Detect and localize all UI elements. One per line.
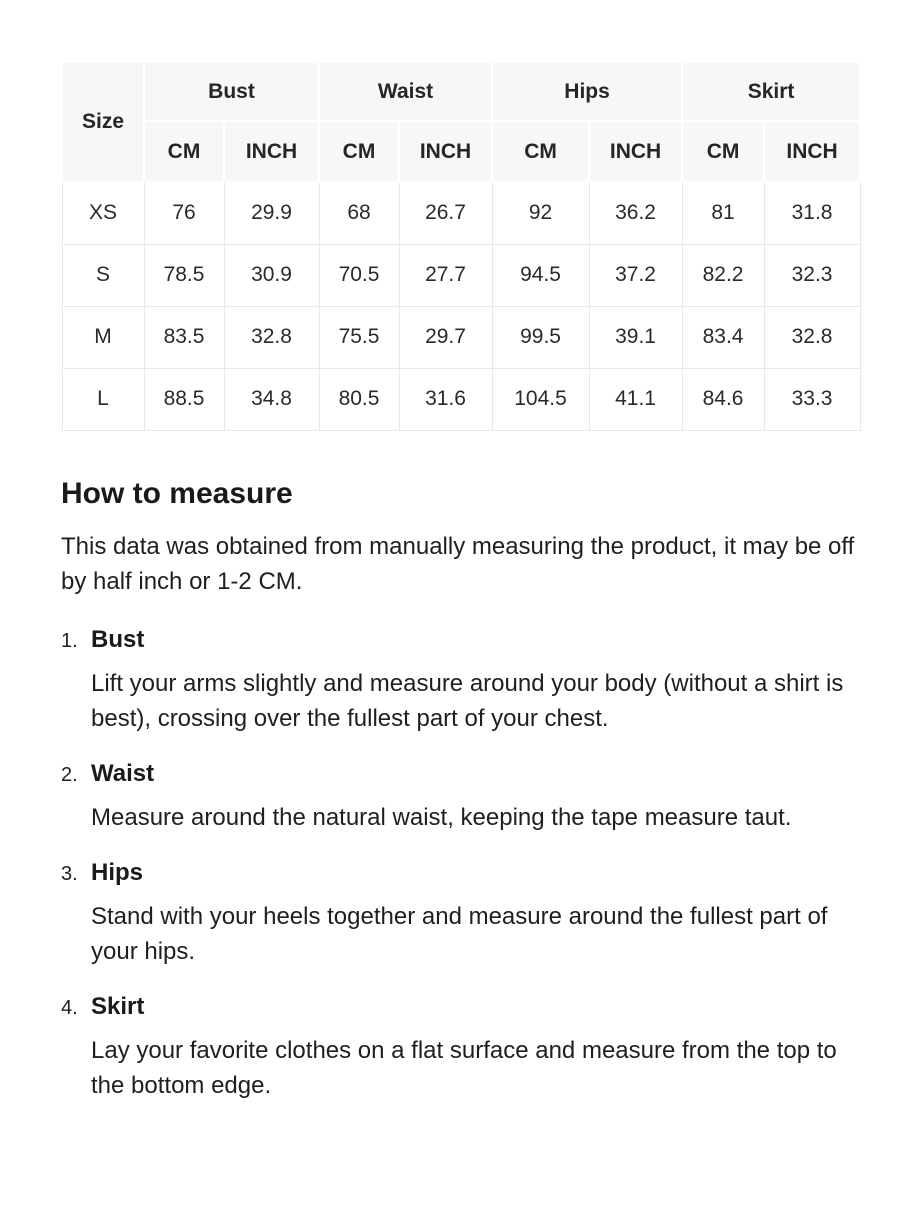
- table-cell: 33.3: [764, 368, 860, 430]
- step-head: [61, 759, 859, 789]
- size-cell: M: [62, 306, 144, 368]
- table-cell: 32.8: [224, 306, 319, 368]
- step-title: Skirt: [91, 992, 145, 1020]
- step-head: [61, 992, 859, 1022]
- table-cell: 30.9: [224, 244, 319, 306]
- group-header-bust: Bust: [144, 62, 319, 121]
- table-cell: 82.2: [682, 244, 764, 306]
- table-cell: 83.4: [682, 306, 764, 368]
- unit-header-waist-cm: CM: [319, 121, 399, 182]
- group-header-skirt: Skirt: [682, 62, 860, 121]
- table-cell: 31.6: [399, 368, 492, 430]
- table-cell: 70.5: [319, 244, 399, 306]
- table-cell: 99.5: [492, 306, 589, 368]
- group-header-waist: Waist: [319, 62, 492, 121]
- list-item-waist: [61, 759, 859, 835]
- step-head: [61, 858, 859, 888]
- intro-paragraph: This data was obtained from manually measuring the product, it may be off by half inch or 1-2 CM.: [61, 532, 855, 595]
- table-cell: 80.5: [319, 368, 399, 430]
- list-item-hips: [61, 858, 859, 969]
- unit-header-hips-cm: CM: [492, 121, 589, 182]
- how-to-measure-section: [61, 475, 859, 1103]
- table-cell: 32.8: [764, 306, 860, 368]
- step-description: Lift your arms slightly and measure around your body (without a shirt is best), crossing over the fullest part of your chest.: [91, 669, 844, 732]
- table-cell: 39.1: [589, 306, 682, 368]
- size-cell: S: [62, 244, 144, 306]
- table-cell: 78.5: [144, 244, 224, 306]
- step-description: Stand with your heels together and measure around the fullest part of your hips.: [91, 902, 828, 965]
- table-row-l: [62, 368, 860, 430]
- table-cell: 88.5: [144, 368, 224, 430]
- step-title: Bust: [91, 625, 145, 653]
- step-number: 4.: [61, 996, 78, 1019]
- table-cell: 92: [492, 182, 589, 244]
- group-header-hips: Hips: [492, 62, 682, 121]
- table-cell: 26.7: [399, 182, 492, 244]
- unit-header-skirt-cm: CM: [682, 121, 764, 182]
- table-cell: 37.2: [589, 244, 682, 306]
- table-group-header-row: [62, 62, 860, 121]
- unit-header-bust-cm: CM: [144, 121, 224, 182]
- step-title: Waist: [91, 759, 155, 787]
- table-cell: 36.2: [589, 182, 682, 244]
- table-cell: 83.5: [144, 306, 224, 368]
- table-row-xs: [62, 182, 860, 244]
- unit-header-waist-inch: INCH: [399, 121, 492, 182]
- step-number: 3.: [61, 862, 78, 885]
- size-chart-table: [61, 61, 861, 431]
- size-cell: L: [62, 368, 144, 430]
- step-title: Hips: [91, 858, 144, 886]
- step-description: Measure around the natural waist, keeping the tape measure taut.: [91, 803, 792, 831]
- table-cell: 94.5: [492, 244, 589, 306]
- table-cell: 84.6: [682, 368, 764, 430]
- table-cell: 27.7: [399, 244, 492, 306]
- table-cell: 81: [682, 182, 764, 244]
- table-row-m: [62, 306, 860, 368]
- table-cell: 34.8: [224, 368, 319, 430]
- step-description: Lay your favorite clothes on a flat surface and measure from the top to the bottom edge.: [91, 1036, 837, 1099]
- section-heading: How to measure: [61, 476, 293, 510]
- size-column-header: Size: [62, 62, 144, 182]
- table-cell: 29.9: [224, 182, 319, 244]
- table-cell: 29.7: [399, 306, 492, 368]
- list-item-skirt: [61, 992, 859, 1103]
- table-cell: 75.5: [319, 306, 399, 368]
- table-cell: 104.5: [492, 368, 589, 430]
- unit-header-hips-inch: INCH: [589, 121, 682, 182]
- unit-header-bust-inch: INCH: [224, 121, 319, 182]
- table-cell: 31.8: [764, 182, 860, 244]
- measure-steps-list: [61, 625, 859, 1103]
- step-number: 1.: [61, 629, 78, 652]
- unit-header-skirt-inch: INCH: [764, 121, 860, 182]
- step-number: 2.: [61, 763, 78, 786]
- table-cell: 68: [319, 182, 399, 244]
- list-item-bust: [61, 625, 859, 736]
- table-cell: 76: [144, 182, 224, 244]
- step-head: [61, 625, 859, 655]
- table-cell: 32.3: [764, 244, 860, 306]
- table-cell: 41.1: [589, 368, 682, 430]
- size-cell: XS: [62, 182, 144, 244]
- table-row-s: [62, 244, 860, 306]
- table-unit-header-row: [62, 121, 860, 182]
